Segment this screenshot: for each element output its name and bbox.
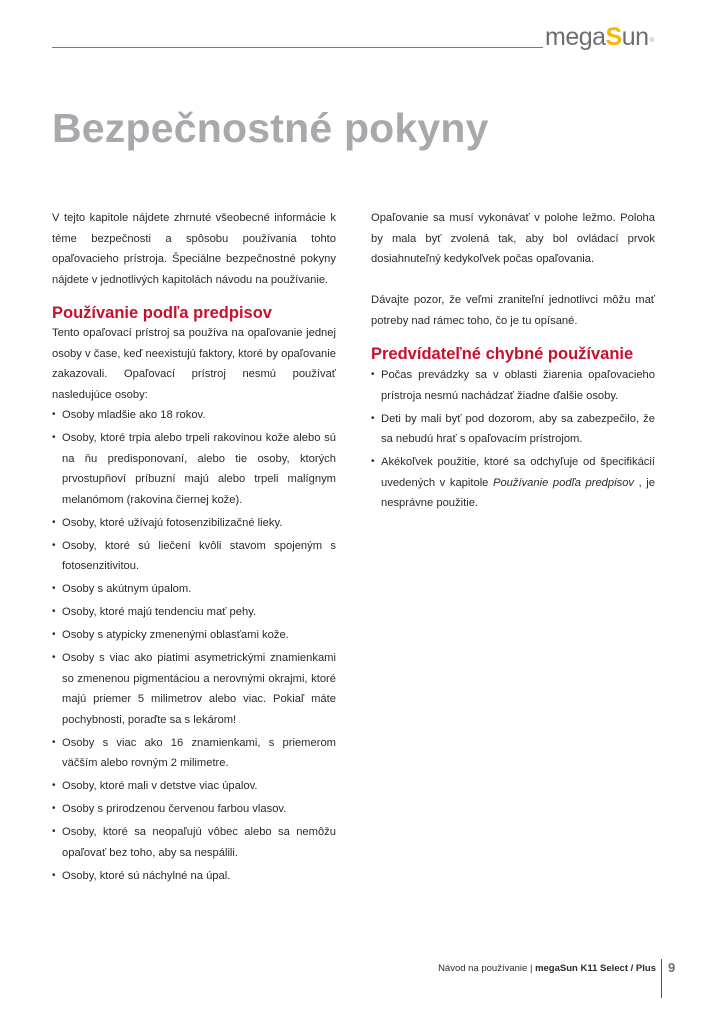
list-item: • Osoby, ktoré trpia alebo trpeli rakovinou kože alebo sú na ňu predisponovaní, alebo tie osoby, ktorých prvostupňoví príbuzní majú alebo trpeli malígnym melanómom (rakovina čiernej kože). — [52, 428, 336, 510]
misuse-list — [371, 365, 655, 514]
list-item: • Osoby, ktoré užívajú fotosenzibilizačné lieky. — [52, 513, 336, 534]
footer-product-name: megaSun K11 Select / Plus — [535, 963, 656, 974]
chapter-reference: Používanie podľa predpisov — [492, 476, 635, 489]
registered-mark: ® — [649, 38, 654, 44]
list-item: • Osoby, ktoré sú liečení kvôli stavom spojeným s fotosenzitivitou. — [52, 536, 336, 577]
logo-text-un: un — [621, 23, 649, 51]
left-column — [52, 208, 336, 889]
intro-paragraph: V tejto kapitole nájdete zhrnuté všeobecné informácie k téme bezpečnosti a spôsobu používania tohto opaľovacieho prístroja. Špeciálne bezpečnostné pokyny nájdete v jednotlivých kapitolách návodu na používanie. — [52, 212, 336, 286]
misuse-text-before: Akékoľvek použitie, ktoré sa odchyľuje od špecifikácií uvedených v kapitole — [381, 456, 655, 489]
intended-use-paragraph: Tento opaľovací prístroj sa používa na opaľovanie jednej osoby v čase, keď neexistujú faktory, ktoré by opaľovanie zakazovali. Opaľovací prístroj nesmú používať nasledujúce osoby: — [52, 327, 336, 401]
right-column — [371, 208, 655, 516]
list-item: • Osoby, ktoré mali v detstve viac úpalov. — [52, 776, 336, 797]
misuse-text-after: , je nesprávne použitie. — [381, 476, 655, 509]
footer-doc-info — [438, 963, 656, 974]
list-item: • Deti by mali byť pod dozorom, aby sa zabezpečilo, že sa nebudú hrať s opaľovacím prístrojom. — [371, 409, 655, 450]
list-item: • Osoby, ktoré sa neopaľujú vôbec alebo sa nemôžu opaľovať bez toho, aby sa nespálili. — [52, 822, 336, 863]
section-heading-foreseeable-misuse: Predvídateľné chybné používanie — [371, 345, 634, 363]
list-item: • Osoby, ktoré sú náchylné na úpal. — [52, 866, 336, 887]
list-item: • Osoby s atypicky zmenenými oblasťami kože. — [52, 625, 336, 646]
list-item: • Osoby s akútnym úpalom. — [52, 579, 336, 600]
list-item: • Osoby s viac ako 16 znamienkami, s priemerom väčším alebo rovným 2 milimetre. — [52, 733, 336, 774]
footer-doc-label: Návod na používanie | — [438, 963, 536, 974]
list-item — [371, 452, 655, 514]
excluded-persons-list — [52, 405, 336, 886]
footer-divider — [661, 959, 662, 998]
header-rule — [52, 47, 543, 48]
megasun-logo — [545, 22, 653, 52]
list-item: • Osoby mladšie ako 18 rokov. — [52, 405, 336, 426]
vulnerable-paragraph: Dávajte pozor, že veľmi zraniteľní jednotlivci môžu mať potreby nad rámec toho, čo je tu opísané. — [371, 294, 655, 327]
paragraph-spacer — [371, 270, 655, 291]
list-item: • Osoby s viac ako piatimi asymetrickými znamienkami so zmenenou pigmentáciou a nerovnými okrajmi, ktoré majú priemer 5 milimetrov alebo viac. Pokiaľ máte pochybnosti, poraďte sa s lekárom! — [52, 648, 336, 730]
page-number: 9 — [668, 960, 676, 975]
section-heading-intended-use: Používanie podľa predpisov — [52, 304, 272, 322]
list-item: • Počas prevádzky sa v oblasti žiarenia opaľovacieho prístroja nesmú nachádzať žiadne ďalšie osoby. — [371, 365, 655, 406]
page-title: Bezpečnostné pokyny — [52, 105, 489, 151]
list-item: • Osoby s prirodzenou červenou farbou vlasov. — [52, 799, 336, 820]
list-item: • Osoby, ktoré majú tendenciu mať pehy. — [52, 602, 336, 623]
logo-text-mega: mega — [545, 23, 606, 51]
logo-text-s: S — [605, 23, 622, 51]
position-paragraph: Opaľovanie sa musí vykonávať v polohe ležmo. Poloha by mala byť zvolená tak, aby bol ovládací prvok dosiahnuteľný kedykoľvek počas opaľovania. — [371, 212, 655, 265]
